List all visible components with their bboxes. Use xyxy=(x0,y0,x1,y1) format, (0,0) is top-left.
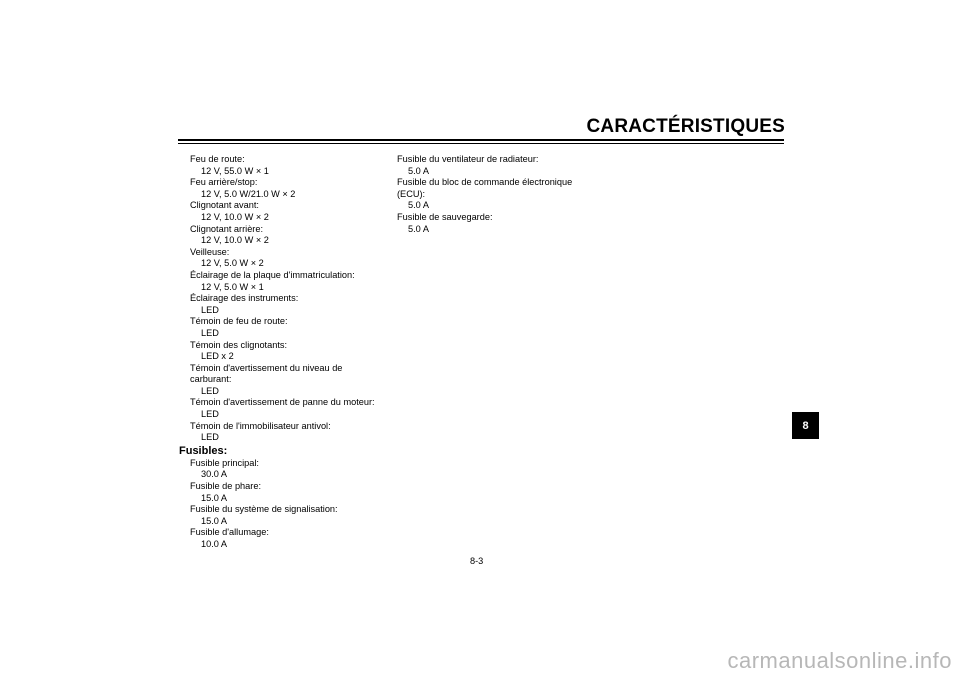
spec-label: Clignotant arrière: xyxy=(190,223,264,234)
spec-value: 12 V, 10.0 W × 2 xyxy=(201,235,269,246)
spec-value: 15.0 A xyxy=(201,515,228,526)
spec-value: 5.0 A xyxy=(408,223,429,234)
page-number: 8-3 xyxy=(470,556,484,566)
chapter-tab: 8 xyxy=(792,412,819,439)
spec-label: Fusible du ventilateur de radiateur: xyxy=(397,154,539,164)
spec-value: 5.0 A xyxy=(408,200,429,211)
spec-label: Éclairage des instruments: xyxy=(190,293,299,304)
spec-label: Témoin de l'immobilisateur antivol: xyxy=(190,420,331,431)
spec-value: LED xyxy=(201,385,219,396)
spec-label: Témoin de feu de route: xyxy=(190,316,288,327)
spec-label-continued: carburant: xyxy=(190,374,232,385)
spec-label: Éclairage de la plaque d'immatriculation: xyxy=(190,269,355,280)
spec-label: Témoin des clignotants: xyxy=(190,339,288,350)
spec-label-continued: (ECU): xyxy=(397,188,426,199)
spec-label: Fusible d'allumage: xyxy=(190,527,269,538)
right-column xyxy=(397,154,597,235)
left-column xyxy=(179,154,390,551)
spec-label: Veilleuse: xyxy=(190,246,230,257)
spec-value: 15.0 A xyxy=(201,492,228,503)
spec-value: LED x 2 xyxy=(201,351,234,362)
spec-value: LED xyxy=(201,409,219,420)
spec-list-lighting xyxy=(190,154,390,444)
spec-value: 12 V, 10.0 W × 2 xyxy=(201,211,269,222)
spec-label: Témoin d'avertissement du niveau de xyxy=(190,362,343,373)
spec-label: Fusible du système de signalisation: xyxy=(190,504,338,515)
header-rule-thin xyxy=(178,143,784,144)
spec-label: Fusible de phare: xyxy=(190,481,261,492)
spec-label: Clignotant avant: xyxy=(190,200,259,211)
spec-label: Fusible principal: xyxy=(190,457,259,468)
spec-value: LED xyxy=(201,304,219,315)
spec-value: 30.0 A xyxy=(201,469,228,480)
section-heading-fuses: Fusibles: xyxy=(179,444,228,457)
spec-label: Feu arrière/stop: xyxy=(190,177,258,188)
spec-label: Fusible de sauvegarde: xyxy=(397,211,493,222)
spec-label: Fusible du bloc de commande électronique xyxy=(397,177,573,188)
spec-label: Feu de route: xyxy=(190,154,245,164)
spec-value: LED xyxy=(201,327,219,338)
watermark: carmanualsonline.info xyxy=(727,648,952,673)
spec-value: LED xyxy=(201,432,219,443)
header-rule xyxy=(178,139,784,141)
spec-value: 12 V, 55.0 W × 1 xyxy=(201,165,269,176)
spec-value: 12 V, 5.0 W × 1 xyxy=(201,281,264,292)
spec-label: Témoin d'avertissement de panne du moteur: xyxy=(190,397,375,408)
spec-value: 5.0 A xyxy=(408,165,429,176)
spec-list-fuses xyxy=(190,458,390,551)
spec-value: 10.0 A xyxy=(201,539,228,549)
spec-value: 12 V, 5.0 W × 2 xyxy=(201,258,264,269)
page-title: CARACTÉRISTIQUES xyxy=(586,116,785,137)
spec-value: 12 V, 5.0 W/21.0 W × 2 xyxy=(201,188,296,199)
